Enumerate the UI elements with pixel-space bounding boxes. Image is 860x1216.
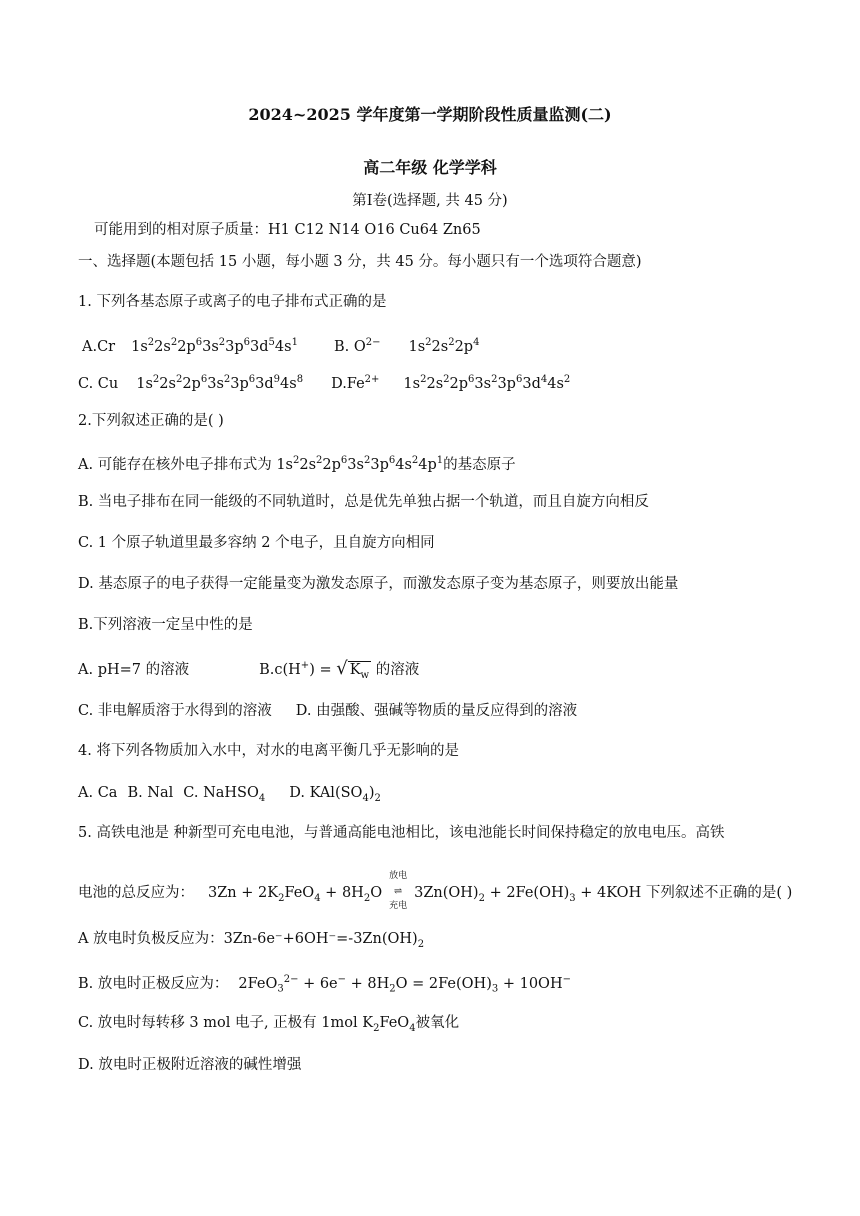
q1-option-b-label: B. O: [333, 338, 366, 355]
q4-option-c: C. NaHSO: [183, 785, 259, 801]
q4-option-b: B. Nal: [127, 785, 174, 801]
q2-stem: 2.下列叙述正确的是( ): [78, 413, 224, 429]
q3-stem: B.下列溶液一定呈中性的是: [78, 617, 253, 633]
q3-option-c: C. 非电解质溶于水得到的溶液: [78, 703, 272, 719]
q2-option-d: D. 基态原子的电子获得一定能量变为激发态原子，而激发态原子变为基态原子，则要放出能量: [78, 576, 679, 592]
arrow-top-label: 放电: [389, 871, 408, 881]
q1-row-cd: C. Cu $1s^22s^22p^63s^23p^63d^94s^8$ $D.Fe^{2+}$ $1s^22s^22p^63s^23p^63d^44s^2$: [78, 374, 571, 392]
q1-option-c-label: C. Cu: [78, 375, 119, 392]
q3-option-b-mid: ) =: [309, 661, 337, 678]
q5-option-d: D. 放电时正极附近溶液的碱性增强: [78, 1057, 302, 1073]
q2-option-a-prefix: A. 可能存在核外电子排布式为: [78, 456, 277, 473]
exam-subtitle: 高二年级 化学学科: [363, 158, 497, 177]
q4-option-a: A. Ca: [78, 785, 118, 801]
q5-stem-line2: 电池的总反应为： $3Zn + 2K_2FeO_4 + 8H_2O$ 放电 ⇌ 充电 $3Zn(OH)_2 + 2Fe(OH)_3 + 4KOH$ 下列叙述不正确的是( ): [78, 876, 792, 910]
q2-option-a-suffix: 的基态原子: [443, 456, 516, 473]
q5-option-c-suffix: 被氧化: [415, 1015, 460, 1031]
q4-option-d: D. KAl(SO: [289, 785, 363, 801]
q1-stem: 1. 下列各基态原子或离子的电子排布式正确的是: [78, 294, 387, 310]
section-heading: 第Ⅰ卷(选择题, 共 45 分): [352, 193, 508, 209]
exam-title: 2024~2025 学年度第一学期阶段性质量监测(二): [248, 105, 612, 124]
q1-row-ab: A.Cr $1s^22s^22p^63s^23p^63d^54s^1$ B. $O^{2-}$ $1s^22s^22p^4$: [82, 337, 480, 355]
sqrt-kw: √ $K_w$: [336, 657, 370, 681]
part-heading: 一、选择题(本题包括 15 小题，每小题 3 分，共 45 分。每小题只有一个选项符合题意): [78, 254, 642, 270]
q3-option-b-prefix: B.c(H: [259, 661, 301, 678]
q4-options: A. Ca B. Nal C. NaHSO$_4$ D. $KAl(SO_4)_2$: [78, 785, 381, 804]
q3-option-d: D. 由强酸、强碱等物质的量反应得到的溶液: [295, 703, 578, 719]
reversible-arrow: 放电 ⇌ 充电: [384, 876, 412, 910]
q5-option-a: A 放电时负极反应为：$3Zn-6e^-+6OH^-=-3Zn(OH)_2$: [78, 931, 425, 950]
arrow-bottom-label: 充电: [389, 901, 408, 911]
q3-row-cd: [78, 701, 577, 721]
q3-option-b-suffix: 的溶液: [371, 661, 420, 678]
q5-option-b-prefix: B. 放电时正极反应为：: [78, 975, 229, 992]
q1-option-d-label: D.Fe: [331, 375, 365, 392]
q5-option-c: C. 放电时每转移 3 mol 电子, 正极有 1mol $K_2FeO_4$被氧化: [78, 1015, 460, 1034]
q5-option-b: B. 放电时正极反应为： $2FeO_3^{2-} + 6e^- + 8H_2O = 2Fe(OH)_3 + 10OH^-$: [78, 974, 571, 995]
q3-row-ab: A. pH=7 的溶液 B.c(H+) = √ $K_w$ 的溶液: [78, 656, 419, 686]
q5-stem-line1: 5. 高铁电池是 种新型可充电电池，与普通高能电池相比，该电池能长时间保持稳定的放电电压。高铁: [78, 825, 725, 841]
q2-option-b: B. 当电子排布在同一能级的不同轨道时，总是优先单独占据一个轨道，而且自旋方向相反: [78, 494, 649, 510]
q5-stem2-suffix: 下列叙述不正确的是( ): [645, 885, 793, 901]
q5-stem2-prefix: 电池的总反应为：: [78, 885, 194, 901]
q2-option-a: A. 可能存在核外电子排布式为 $1s^22s^22p^63s^23p^64s^24p^1$的基态原子: [78, 455, 516, 473]
q5-option-a-text: A 放电时负极反应为：3Zn-6e⁻+6OH⁻=-3Zn(OH): [78, 931, 418, 947]
q4-stem: 4. 将下列各物质加入水中，对水的电离平衡几乎无影响的是: [78, 743, 459, 759]
q3-option-a: A. pH=7 的溶液: [78, 661, 190, 678]
q5-option-c-prefix: C. 放电时每转移 3 mol 电子, 正极有 1mol K: [78, 1015, 374, 1031]
atomic-masses: 可能用到的相对原子质量：H1 C12 N14 O16 Cu64 Zn65: [94, 222, 481, 238]
q1-option-a-label: A.Cr: [82, 338, 116, 355]
q2-option-c: C. 1 个原子轨道里最多容纳 2 个电子，且自旋方向相同: [78, 535, 435, 551]
